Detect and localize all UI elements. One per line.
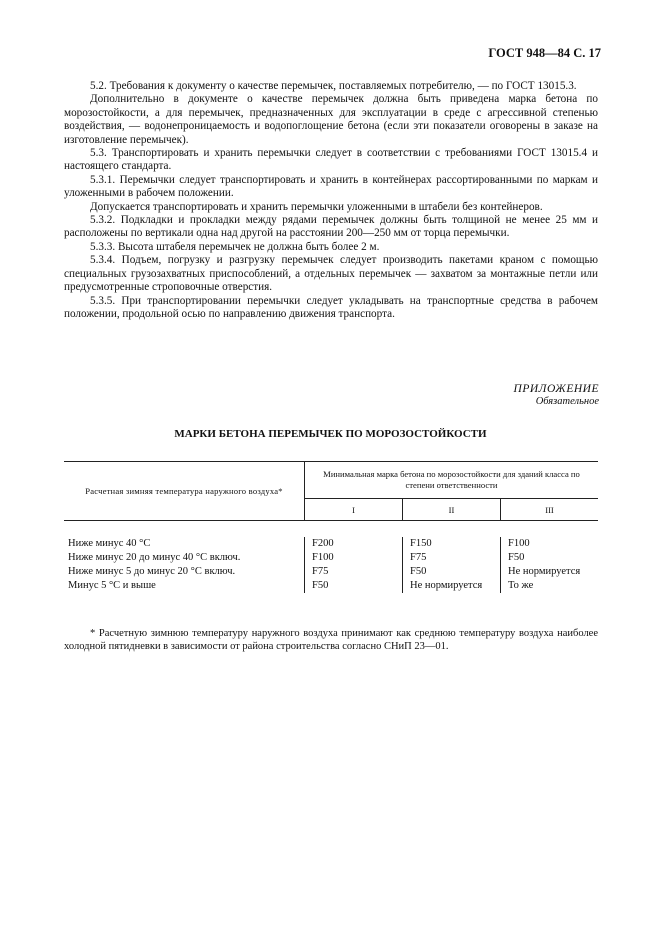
table-cell: F75 <box>312 566 329 577</box>
table-cell: F100 <box>312 552 334 563</box>
table-cell: F50 <box>508 552 525 563</box>
table-cell: F200 <box>312 538 334 549</box>
table-cell: F150 <box>410 538 432 549</box>
table-body <box>64 521 598 593</box>
row-label: Ниже минус 20 до минус 40 °С включ. <box>68 552 241 563</box>
paragraph: Дополнительно в документе о качестве перемычек должна быть приведена марка бетона по морозостойкости, а для перемычек, предназначенных для эксплуатации в среде с агрессивной степенью воздействия, — водонепроницаемость и водопоглощение бетона (если эти показатели оговорены в заказе на изготовление перемычек). <box>64 93 598 146</box>
table-cell: F75 <box>410 552 427 563</box>
body-text <box>64 80 598 321</box>
paragraph: 5.3.1. Перемычки следует транспортировать и хранить в контейнерах рассортированными по маркам и уложенными в рабочем положении. <box>64 173 598 200</box>
paragraph: Допускается транспортировать и хранить перемычки уложенными в штабели без контейнеров. <box>90 200 543 213</box>
table-cell: Не нормируется <box>508 566 581 577</box>
footnote: * Расчетную зимнюю температуру наружного воздуха принимают как среднюю температуру воздуха наиболее холодной пятидневки в зависимости от района строительства согласно СНиП 23—01. <box>64 628 598 652</box>
paragraph: 5.3.2. Подкладки и прокладки между рядами перемычек должны быть толщиной не менее 25 мм и расположены по вертикали одна над другой на расстоянии 200—250 мм от торца перемычки. <box>64 214 598 240</box>
page-header: ГОСТ 948—84 С. 17 <box>488 46 601 60</box>
table-cell: F50 <box>312 580 329 591</box>
paragraph: 5.3.5. При транспортировании перемычки следует укладывать на транспортные средства в рабочем положении, продольной осью по направлению движения транспорта. <box>64 294 598 320</box>
table-cell: F100 <box>508 538 530 549</box>
table-title: МАРКИ БЕТОНА ПЕРЕМЫЧЕК ПО МОРОЗОСТОЙКОСТИ <box>174 428 487 440</box>
appendix-status: Обязательное <box>535 396 599 407</box>
appendix-title: ПРИЛОЖЕНИЕ <box>513 383 599 395</box>
row-label: Ниже минус 5 до минус 20 °С включ. <box>68 566 236 577</box>
table-cell: F50 <box>410 566 427 577</box>
row-header: Расчетная зимняя температура наружного воздуха* <box>64 462 305 520</box>
row-label: Минус 5 °С и выше <box>68 580 156 591</box>
paragraph: 5.2. Требования к документу о качестве перемычек, поставляемых потребителю, — по ГОСТ 13015.3. <box>90 80 577 92</box>
table-cell: Не нормируется <box>410 580 483 591</box>
paragraph: 5.3. Транспортировать и хранить перемычки следует в соответствии с требованиями ГОСТ 13015.4 и настоящего стандарта. <box>64 147 598 173</box>
table-cell: То же <box>508 580 534 591</box>
table-header <box>64 462 598 521</box>
column-header-iii: III <box>500 499 598 520</box>
frost-resistance-table <box>64 461 598 593</box>
appendix-label <box>514 383 599 407</box>
paragraph: 5.3.3. Высота штабеля перемычек не должна быть более 2 м. <box>90 240 380 253</box>
column-header-ii: II <box>402 499 500 520</box>
column-header-i: I <box>352 504 355 515</box>
paragraph: 5.3.4. Подъем, погрузку и разгрузку перемычек следует производить пакетами краном с помощью специальных грузозахватных приспособлений, а отдельных перемычек — захватом за монтажные петли или предусмотренные строповочные отверстия. <box>64 254 598 294</box>
group-header: Минимальная марка бетона по морозостойкости для зданий класса по степени ответственности <box>305 462 598 499</box>
row-label: Ниже минус 40 °С <box>68 538 151 549</box>
